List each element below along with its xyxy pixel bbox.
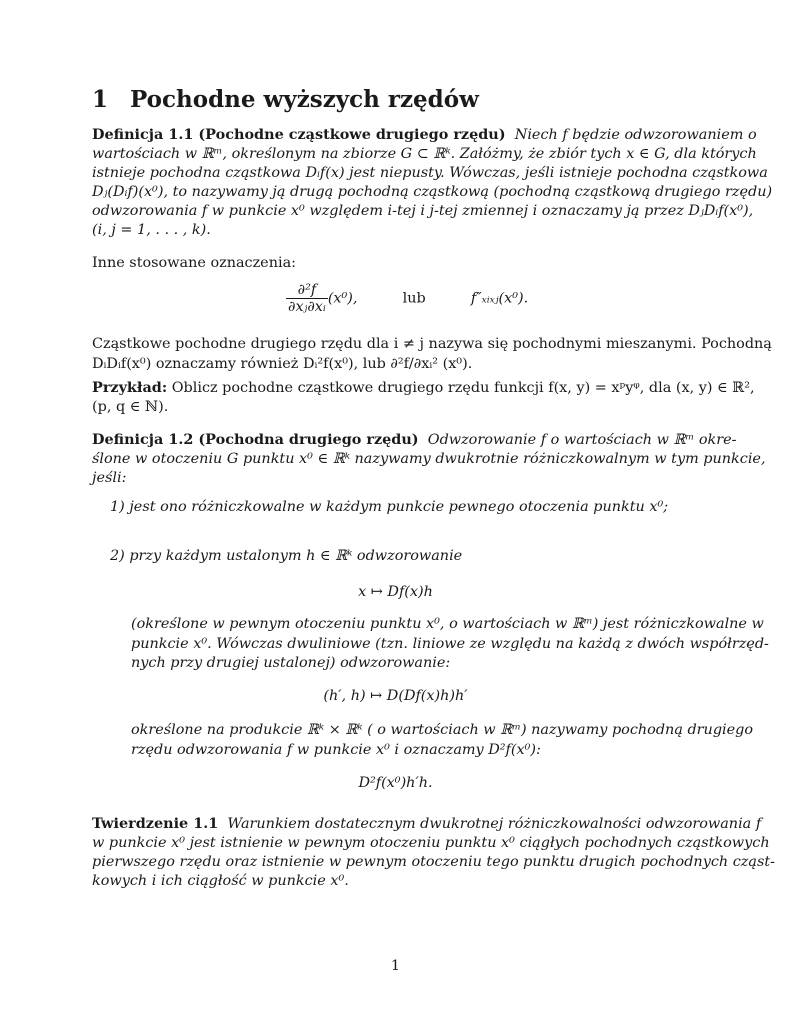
fraction-numerator: ∂²f — [286, 282, 328, 299]
def12-line-1 — [92, 431, 737, 448]
def11-line-4: Dⱼ(Dᵢf)(x⁰), to nazywamy ją drugą pochodną cząstkową (pochodną cząstkową drugiego rzędu) — [92, 184, 773, 200]
formula-bilinear: (h′, h) ↦ D(Df(x)h)h′ — [323, 688, 468, 704]
mixed-line-2: DᵢDᵢf(x⁰) oznaczamy również Dᵢ²f(x⁰), lub ∂²f/∂xᵢ² (x⁰). — [92, 356, 473, 372]
example-label: Przykład: — [92, 379, 168, 396]
def12-label: Definicja 1.2 (Pochodna drugiego rzędu) — [92, 431, 419, 448]
def12-line-3: jeśli: — [92, 470, 127, 486]
page-number: 1 — [390, 958, 401, 974]
section-title: Pochodne wyższych rzędów — [130, 86, 479, 113]
def11-label: Definicja 1.1 (Pochodne cząstkowe drugiego rzędu) — [92, 126, 506, 143]
thm11-label: Twierdzenie 1.1 — [92, 815, 219, 832]
def12-item-1: 1) jest ono różniczkowalne w każdym punkcie pewnego otoczenia punktu x⁰; — [110, 499, 669, 515]
notation-formula — [286, 282, 528, 315]
formula-alternative: f″ₓᵢₓⱼ(x⁰). — [470, 290, 529, 307]
second-derivative-fraction — [286, 282, 328, 315]
def11-line-3: istnieje pochodna cząstkowa Dᵢf(x) jest niepusty. Wówczas, jeśli istnieje pochodna cząstkowa — [92, 165, 768, 181]
def12-text-1: Odwzorowanie f o wartościach w ℝᵐ okre- — [427, 432, 737, 448]
mixed-line-1: Cząstkowe pochodne drugiego rzędu dla i ≠ j nazywa się pochodnymi mieszanymi. Pochodną — [92, 336, 772, 352]
section-heading — [92, 86, 479, 113]
def12-item2-line-5: rzędu odwzorowania f w punkcie x⁰ i oznaczamy D²f(x⁰): — [131, 742, 541, 758]
thm11-text-1: Warunkiem dostatecznym dwukrotnej różniczkowalności odwzorowania f — [227, 816, 762, 832]
def12-item2-line-3: nych przy drugiej ustalonej) odwzorowanie: — [131, 655, 451, 671]
thm11-line-3: pierwszego rzędu oraz istnienie w pewnym otoczeniu tego punktu drugich pochodnych cząst- — [92, 854, 775, 870]
thm11-line-4: kowych i ich ciągłość w punkcie x⁰. — [92, 873, 349, 889]
thm11-line-1 — [92, 815, 761, 832]
fraction-denominator: ∂xⱼ∂xᵢ — [288, 299, 326, 315]
def12-item-2: 2) przy każdym ustalonym h ∈ ℝᵏ odwzorowanie — [110, 548, 463, 564]
example-text-1: Oblicz pochodne cząstkowe drugiego rzędu funkcji f(x, y) = xᵖyᵠ, dla (x, y) ∈ ℝ², — [171, 380, 755, 396]
example-line-2: (p, q ∈ ℕ). — [92, 399, 169, 415]
thm11-line-2: w punkcie x⁰ jest istnienie w pewnym otoczeniu punktu x⁰ ciągłych pochodnych cząstkowych — [92, 835, 770, 851]
def11-line-2: wartościach w ℝᵐ, określonym na zbiorze G ⊂ ℝᵏ. Załóżmy, że zbiór tych x ∈ G, dla których — [92, 146, 757, 162]
def12-item2-line-1: (określone w pewnym otoczeniu punktu x⁰, o wartościach w ℝᵐ) jest różniczkowalne w — [131, 616, 764, 632]
def12-line-2: ślone w otoczeniu G punktu x⁰ ∈ ℝᵏ nazywamy dwukrotnie różniczkowalnym w tym punkcie, — [92, 451, 766, 467]
def11-line-6: (i, j = 1, . . . , k). — [92, 222, 211, 238]
def11-line-1 — [92, 126, 757, 143]
section-number: 1 — [92, 86, 109, 113]
formula-second-derivative: D²f(x⁰)h′h. — [358, 775, 433, 791]
def12-item2-line-4: określone na produkcie ℝᵏ × ℝᵏ ( o wartościach w ℝᵐ) nazywamy pochodną drugiego — [131, 722, 754, 738]
example-line-1 — [92, 379, 755, 396]
formula-or: lub — [402, 290, 426, 307]
def12-item2-line-2: punkcie x⁰. Wówczas dwuliniowe (tzn. liniowe ze względu na każdą z dwóch współrzęd- — [131, 636, 769, 652]
def11-text-1: Niech f będzie odwzorowaniem o — [514, 127, 757, 143]
formula-argument: (x⁰), — [327, 290, 358, 307]
def11-line-5: odwzorowania f w punkcie x⁰ względem i-tej i j-tej zmiennej i oznaczamy ją przez DⱼDᵢf(x⁰), — [92, 203, 754, 219]
formula-x-maps-to: x ↦ Df(x)h — [358, 584, 433, 600]
other-notation-text: Inne stosowane oznaczenia: — [92, 255, 296, 271]
